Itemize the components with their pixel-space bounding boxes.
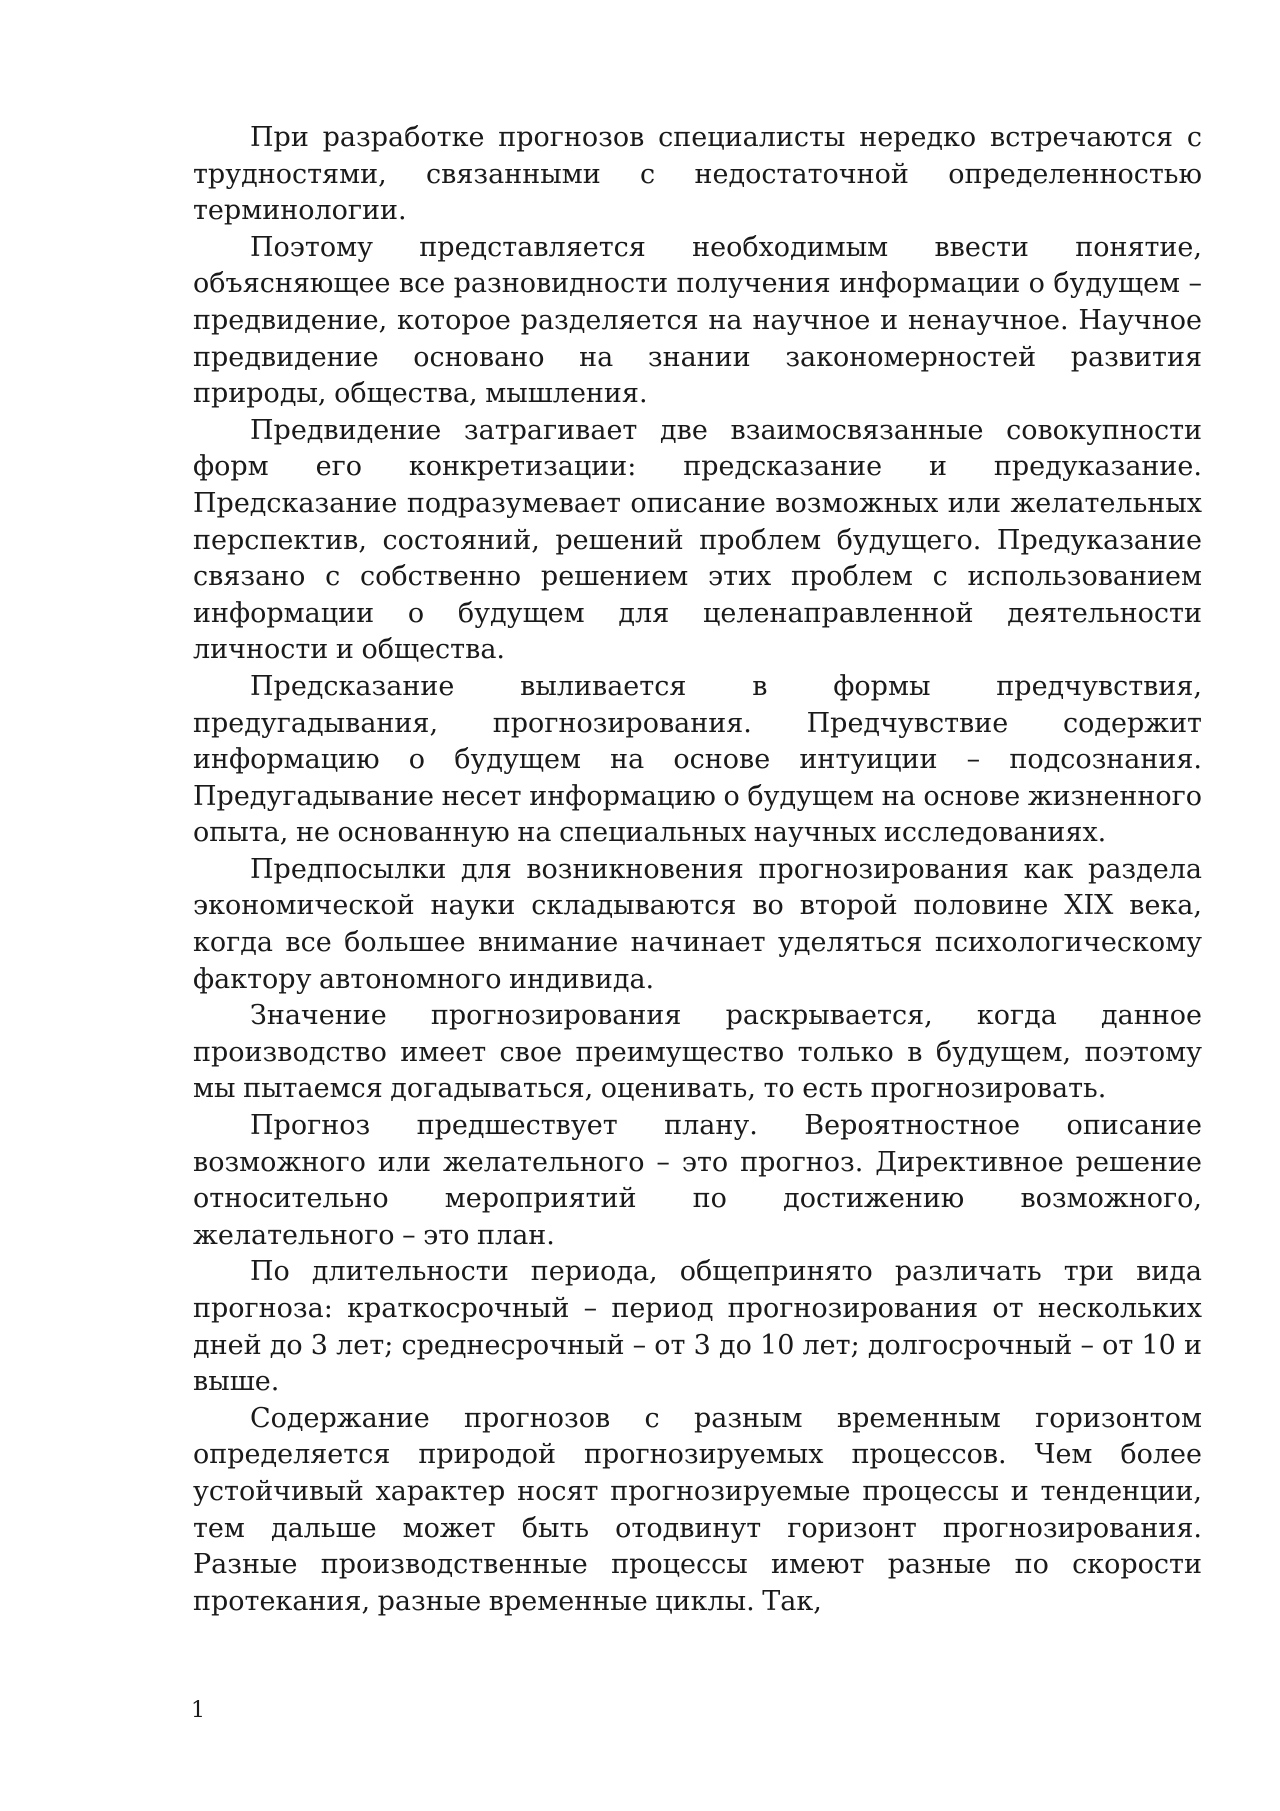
paragraph-5: Предпосылки для возникновения прогнозирования как раздела экономической науки складываются во второй половине XIX века, когда все большее внимание начинает уделяться психологическому фактору автономного индивида. — [193, 853, 1202, 995]
body-text — [193, 120, 1202, 1620]
paragraph-3: Предвидение затрагивает две взаимосвязанные совокупности форм его конкретизации: предсказание и предуказание. Предсказание подразумевает описание возможных или желательных перспектив, состояний, решений проблем будущего. Предуказание связано с собственно решением этих проблем с использованием информации о будущем для целенаправленной деятельности личности и общества. — [193, 414, 1202, 666]
paragraph-8: По длительности периода, общепринято различать три вида прогноза: краткосрочный – период прогнозирования от нескольких дней до 3 лет; среднесрочный – от 3 до 10 лет; долгосрочный – от 10 и выше. — [193, 1256, 1202, 1398]
paragraph-2: Поэтому представляется необходимым ввести понятие, объясняющее все разновидности получения информации о будущем – предвидение, которое разделяется на научное и ненаучное. Научное предвидение основано на знании закономерностей развития природы, общества, мышления. — [193, 231, 1202, 410]
paragraph-6: Значение прогнозирования раскрывается, когда данное производство имеет свое преимущество только в будущем, поэтому мы пытаемся догадываться, оценивать, то есть прогнозировать. — [193, 1000, 1202, 1105]
paragraph-9: Содержание прогнозов с разным временным горизонтом определяется природой прогнозируемых процессов. Чем более устойчивый характер носят прогнозируемые процессы и тенденции, тем дальше может быть отодвинут горизонт прогнозирования. Разные производственные процессы имеют разные по скорости протекания, разные временные циклы. Так, — [193, 1402, 1202, 1617]
paragraph-4: Предсказание выливается в формы предчувствия, предугадывания, прогнозирования. Предчувствие содержит информацию о будущем на основе интуиции – подсознания. Предугадывание несет информацию о будущем на основе жизненного опыта, не основанную на специальных научных исследованиях. — [193, 670, 1202, 849]
page-number: 1 — [191, 1698, 205, 1723]
paragraph-1: При разработке прогнозов специалисты нередко встречаются с трудностями, связанными с недостаточной определенностью терминологии. — [193, 122, 1202, 227]
paragraph-7: Прогноз предшествует плану. Вероятностное описание возможного или желательного – это прогноз. Директивное решение относительно мероприятий по достижению возможного, желательного – это план. — [193, 1110, 1202, 1251]
